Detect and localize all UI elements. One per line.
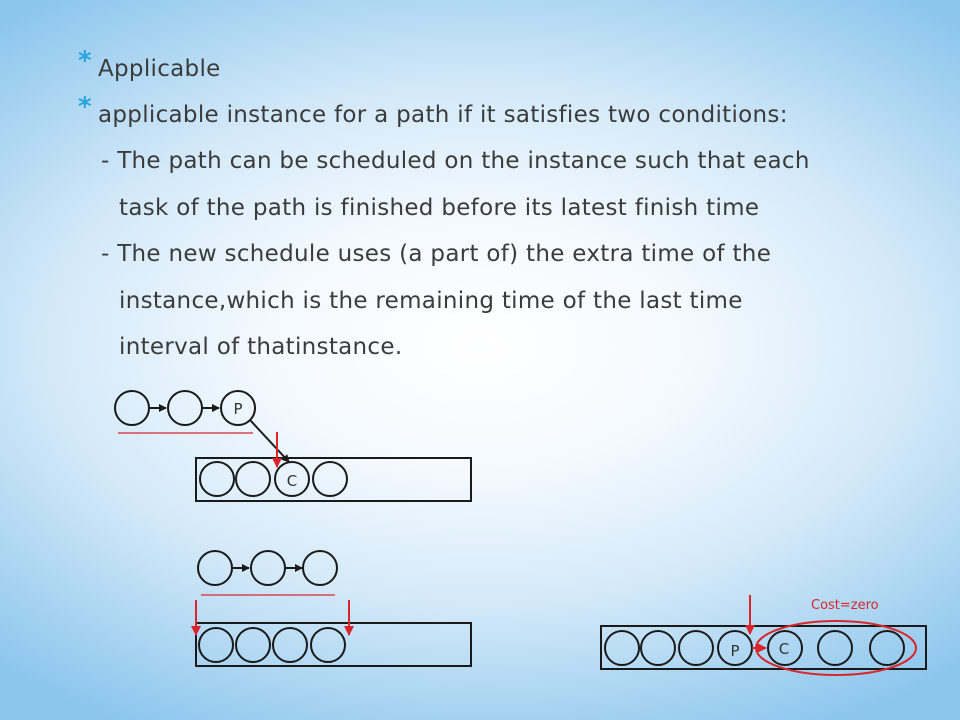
condition-2-line-1: - The new schedule uses (a part of) the extra time of the bbox=[101, 241, 772, 267]
instance-node bbox=[236, 462, 270, 496]
diagram-instance-middle bbox=[196, 600, 471, 666]
instance-node bbox=[818, 631, 852, 665]
instance-node bbox=[199, 628, 233, 662]
instance-node bbox=[679, 631, 713, 665]
instance-node bbox=[236, 628, 270, 662]
instance-node bbox=[870, 631, 904, 665]
bullet-marker: * bbox=[78, 92, 92, 122]
instance-node bbox=[641, 631, 675, 665]
diagram-instance-right bbox=[601, 595, 926, 675]
instance-box bbox=[196, 458, 471, 501]
path-node bbox=[115, 391, 149, 425]
instance-node bbox=[605, 631, 639, 665]
node-p-label: P bbox=[233, 400, 243, 418]
instance-node bbox=[311, 628, 345, 662]
condition-1-line-1: - The path can be scheduled on the instance such that each bbox=[101, 148, 810, 174]
bullet-marker: * bbox=[78, 46, 92, 76]
instance-node bbox=[273, 628, 307, 662]
path-node bbox=[198, 551, 232, 585]
node-c-label: C bbox=[286, 472, 298, 490]
path-node bbox=[251, 551, 285, 585]
condition-2-line-3: interval of thatinstance. bbox=[119, 334, 403, 360]
node-c-label: C bbox=[778, 640, 790, 658]
diagram-path-top bbox=[115, 391, 255, 433]
instance-node bbox=[200, 462, 234, 496]
diagram-instance-top bbox=[196, 420, 471, 501]
path-node bbox=[168, 391, 202, 425]
instance-node bbox=[313, 462, 347, 496]
condition-1-line-2: task of the path is finished before its latest finish time bbox=[119, 195, 760, 221]
condition-2-line-2: instance,which is the remaining time of the last time bbox=[119, 288, 743, 314]
diagram-path-middle bbox=[198, 551, 337, 595]
cost-label: Cost=zero bbox=[811, 598, 879, 613]
dependency-arrow bbox=[250, 420, 289, 462]
bullet-definition: applicable instance for a path if it satisfies two conditions: bbox=[98, 102, 788, 128]
bullet-applicable: Applicable bbox=[98, 56, 221, 82]
path-node bbox=[303, 551, 337, 585]
node-p-label: P bbox=[730, 642, 740, 660]
